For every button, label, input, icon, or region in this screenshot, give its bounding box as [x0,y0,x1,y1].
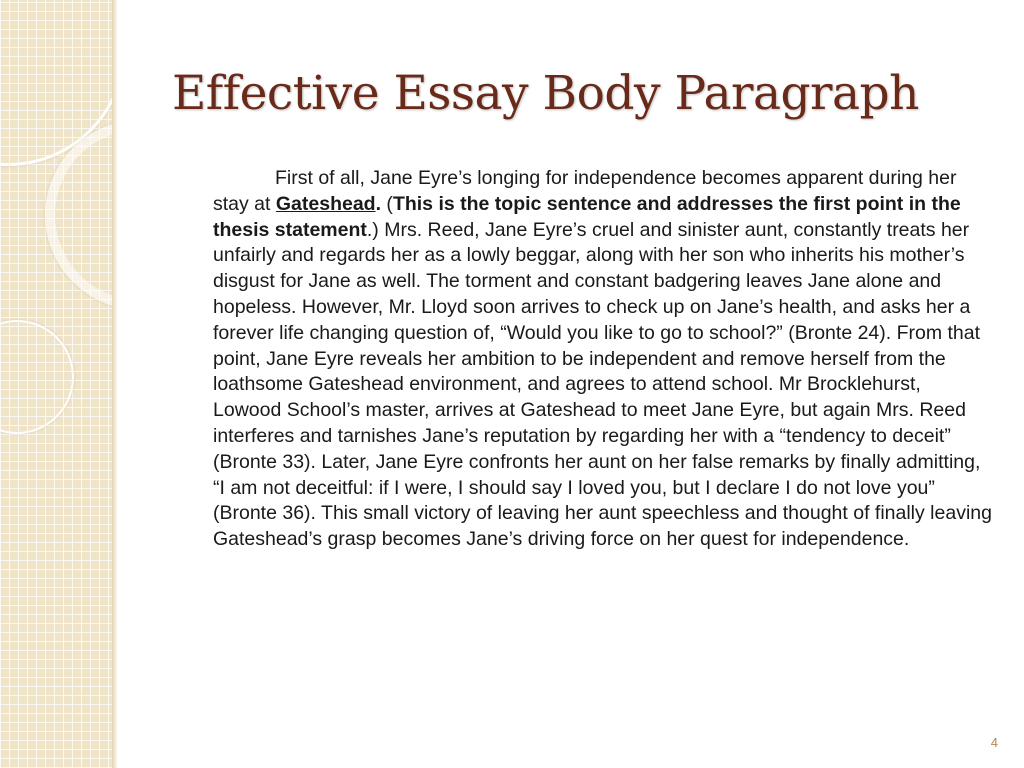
paragraph-text-body: Mrs. Reed, Jane Eyre’s cruel and sinister aunt, constantly treats her unfairly and regards her as a lowly beggar, along with her son who inherits his mother’s disgust for Jane as well. The torment and constant badgering leaves Jane alone and hopeless. However, Mr. Lloyd soon arrives to check up on Jane’s health, and asks her a forever life changing question of, “Would you like to go to school?” (Bronte 24). From that point, Jane Eyre reveals her ambition to be independent and remove herself from the loathsome Gateshead environment, and agrees to attend school. Mr Brocklehurst, Lowood School’s master, arrives at Gateshead to meet Jane Eyre, but again Mrs. Reed interferes and tarnishes Jane’s reputation by regarding her with a “tendency to deceit” (Bronte 33). Later, Jane Eyre confronts her aunt on her false remarks by finally admitting, “I am not deceitful: if I were, I should say I loved you, but I declare I do not love you” (Bronte 36). This small victory of leaving her aunt speechless and thought of finally leaving Gateshead’s grasp becomes Jane’s driving force on her quest for independence. [213,218,992,551]
note-open-paren: ( [381,192,393,215]
gateshead-period: . [375,192,382,215]
note-close-paren: .) [366,218,379,241]
decorative-ring [0,320,74,434]
sidebar-edge [112,0,118,768]
decorative-sidebar [0,0,112,768]
body-paragraph [213,166,993,553]
slide-title: Effective Essay Body Paragraph [172,66,919,121]
paragraph-text-intro: First of all, Jane Eyre’s longing for independence becomes apparent during her stay at [213,167,957,215]
page-number: 4 [990,735,998,750]
gateshead-highlight: Gateshead [275,192,376,215]
topic-sentence-note: This is the topic sentence and addresses the first point in the thesis statement [213,192,961,241]
